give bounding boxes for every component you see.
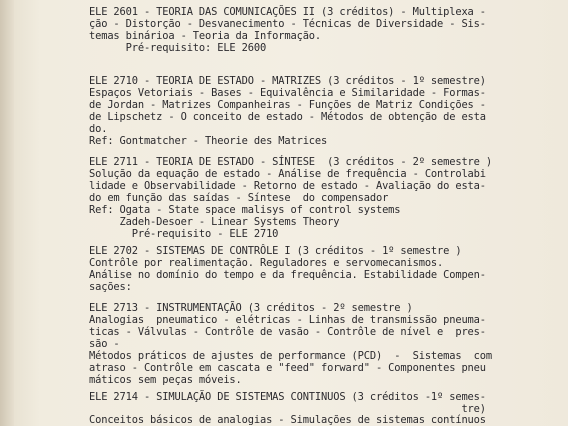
text-line: Solução da equação de estado - Análise de frequência - Controlabi — [89, 168, 486, 180]
text-line: Ref: Ogata - State space malisys of control systems — [89, 204, 401, 216]
text-line: Métodos práticos de ajustes de performance (PCD) - Sistemas com — [89, 350, 492, 362]
text-line: Contrôle por realimentação. Reguladores e servomecanismos. — [89, 257, 444, 269]
text-line: atraso - Contrôle em cascata e "feed" forward" - Componentes pneu — [89, 362, 486, 374]
text-line: máticos sem peças móveis. — [89, 374, 242, 386]
page-binding-edge — [0, 0, 14, 426]
text-line: do em função das saídas - Síntese do compensador — [89, 192, 389, 204]
text-line: ELE 2702 - SISTEMAS DE CONTRÔLE I (3 créditos - 1º semestre ) — [89, 245, 462, 257]
text-line: lidade e Observabilidade - Retorno de estado - Avaliação do esta- — [89, 180, 486, 192]
text-line: ELE 2713 - INSTRUMENTAÇÃO (3 créditos - 2º semestre ) — [89, 302, 413, 314]
text-line: são - — [89, 338, 120, 350]
text-line: temas binárioa - Teoria da Informação. — [89, 30, 322, 42]
text-line: ELE 2711 - TEORIA DE ESTADO - SÍNTESE (3 créditos - 2º semestre ) — [89, 156, 492, 168]
text-line: de Lipschetz - O conceito de estado - Métodos de obtenção de esta — [89, 111, 486, 123]
text-line: ELE 2601 - TEORIA DAS COMUNICAÇÕES II (3 créditos) - Multiplexa - — [89, 6, 486, 18]
text-line: Conceitos básicos de analogias - Simulações de sistemas contínuos — [89, 414, 486, 426]
text-line: ção - Distorção - Desvanecimento - Técnicas de Diversidade - Sis- — [89, 18, 486, 30]
text-line: Pré-requisito: ELE 2600 — [89, 42, 267, 54]
text-line: Zadeh-Desoer - Linear Systems Theory — [89, 216, 340, 228]
text-line: de Jordan - Matrizes Companheiras - Funções de Matriz Condições - — [89, 99, 486, 111]
text-line: Pré-requisito - ELE 2710 — [89, 228, 279, 240]
text-line: sações: — [89, 281, 132, 293]
text-line: ELE 2714 - SIMULAÇÃO DE SISTEMAS CONTINUOS (3 créditos -1º semes- — [89, 391, 486, 403]
text-line: Espaços Vetoriais - Bases - Equivalência e Similaridade - Formas- — [89, 87, 486, 99]
text-line: Ref: Gontmatcher - Theorie des Matrices — [89, 135, 328, 147]
text-line: do. — [89, 123, 108, 135]
text-line: ticas - Válvulas - Contrôle de vasão - Contrôle de nível e pres- — [89, 326, 486, 338]
text-line: Analogias pneumatico - elétricas - Linhas de transmissão pneuma- — [89, 314, 486, 326]
text-line: tre) — [89, 403, 486, 415]
text-line: ELE 2710 - TEORIA DE ESTADO - MATRIZES (3 créditos - 1º semestre) — [89, 75, 486, 87]
text-line: Análise no domínio do tempo e da frequência. Estabilidade Compen- — [89, 269, 486, 281]
